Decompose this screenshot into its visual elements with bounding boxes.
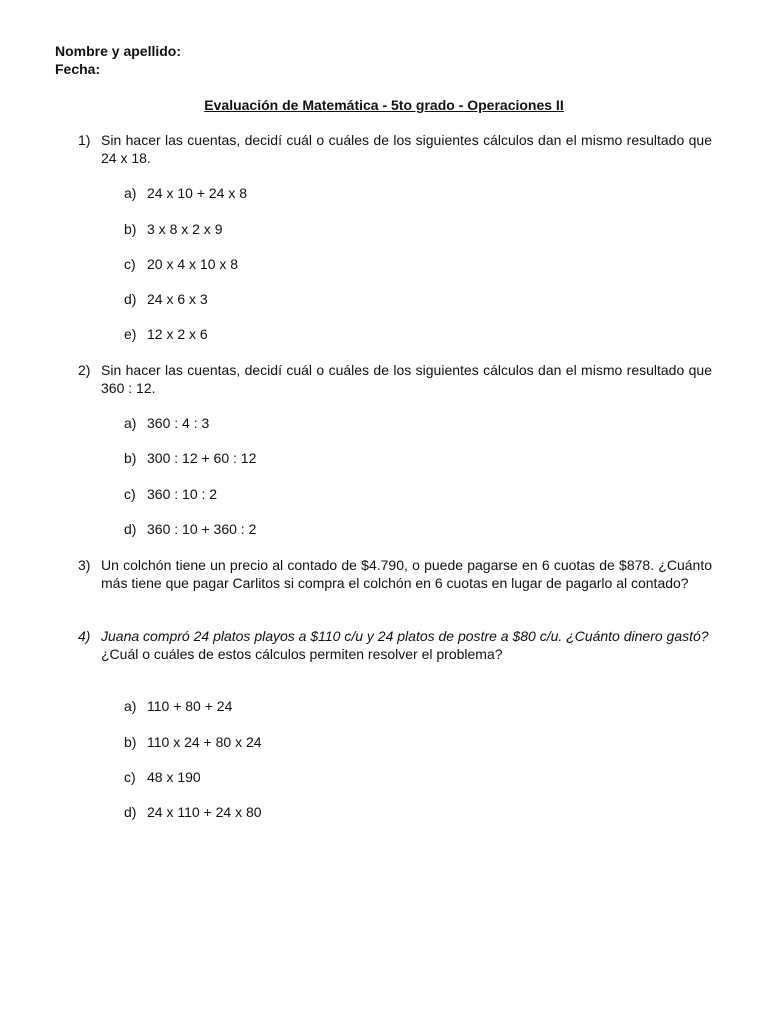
- option-letter: b): [124, 734, 137, 750]
- option-text: 360 : 4 : 3: [147, 415, 210, 431]
- option-letter: d): [124, 521, 137, 537]
- option-letter: c): [124, 256, 136, 272]
- question-text: Un colchón tiene un precio al contado de $4.790, o puede pagarse en 6 cuotas de $878. ¿Cuánto más tiene que pagar Carlitos si compra el colchón en 6 cuotas en lugar de pagarlo al contado?: [101, 557, 712, 591]
- option-text: 48 x 190: [147, 769, 201, 785]
- option-item: [124, 768, 201, 786]
- question-text: Sin hacer las cuentas, decidí cuál o cuáles de los siguientes cálculos dan el mismo resultado que 360 : 12.: [101, 362, 712, 396]
- page-title: Evaluación de Matemática - 5to grado - Operaciones II: [204, 97, 564, 113]
- option-item: [124, 220, 222, 238]
- option-text: 110 + 80 + 24: [147, 698, 233, 714]
- date-label: Fecha:: [55, 61, 101, 77]
- question-subtext: ¿Cuál o cuáles de estos cálculos permiten resolver el problema?: [101, 646, 503, 662]
- option-text: 20 x 4 x 10 x 8: [147, 256, 239, 272]
- option-text: 360 : 10 : 2: [147, 486, 218, 502]
- option-text: 110 x 24 + 80 x 24: [147, 734, 262, 750]
- question-number: 3): [78, 557, 91, 573]
- option-item: [124, 485, 217, 503]
- option-text: 360 : 10 + 360 : 2: [147, 521, 257, 537]
- option-item: [124, 803, 262, 821]
- option-letter: c): [124, 486, 136, 502]
- option-text: 300 : 12 + 60 : 12: [147, 450, 257, 466]
- option-letter: a): [124, 185, 137, 201]
- option-text: 24 x 6 x 3: [147, 291, 208, 307]
- question-4: [78, 627, 712, 663]
- option-item: [124, 697, 232, 715]
- option-item: [124, 290, 208, 308]
- option-letter: b): [124, 450, 137, 466]
- option-text: 24 x 110 + 24 x 80: [147, 804, 262, 820]
- question-text: Sin hacer las cuentas, decidí cuál o cuáles de los siguientes cálculos dan el mismo resultado que 24 x 18.: [101, 132, 712, 166]
- question-1: [78, 131, 712, 167]
- option-item: [124, 184, 247, 202]
- question-number: 1): [78, 132, 91, 148]
- option-item: [124, 449, 256, 467]
- option-item: [124, 733, 262, 751]
- option-letter: d): [124, 291, 137, 307]
- option-item: [124, 325, 208, 343]
- question-3: [78, 556, 712, 592]
- option-item: [124, 255, 238, 273]
- question-text: Juana compró 24 platos playos a $110 c/u y 24 platos de postre a $80 c/u. ¿Cuánto dinero gastó?: [101, 628, 709, 644]
- option-letter: b): [124, 221, 137, 237]
- question-number: 2): [78, 362, 91, 378]
- option-item: [124, 520, 256, 538]
- option-letter: a): [124, 415, 137, 431]
- option-text: 24 x 10 + 24 x 8: [147, 185, 248, 201]
- name-label: Nombre y apellido:: [55, 43, 182, 59]
- option-letter: c): [124, 769, 136, 785]
- option-text: 3 x 8 x 2 x 9: [147, 221, 223, 237]
- option-letter: a): [124, 698, 137, 714]
- option-letter: e): [124, 326, 137, 342]
- question-2: [78, 361, 712, 397]
- option-item: [124, 414, 209, 432]
- question-number: 4): [78, 628, 91, 644]
- student-header: [55, 42, 181, 78]
- option-text: 12 x 2 x 6: [147, 326, 208, 342]
- option-letter: d): [124, 804, 137, 820]
